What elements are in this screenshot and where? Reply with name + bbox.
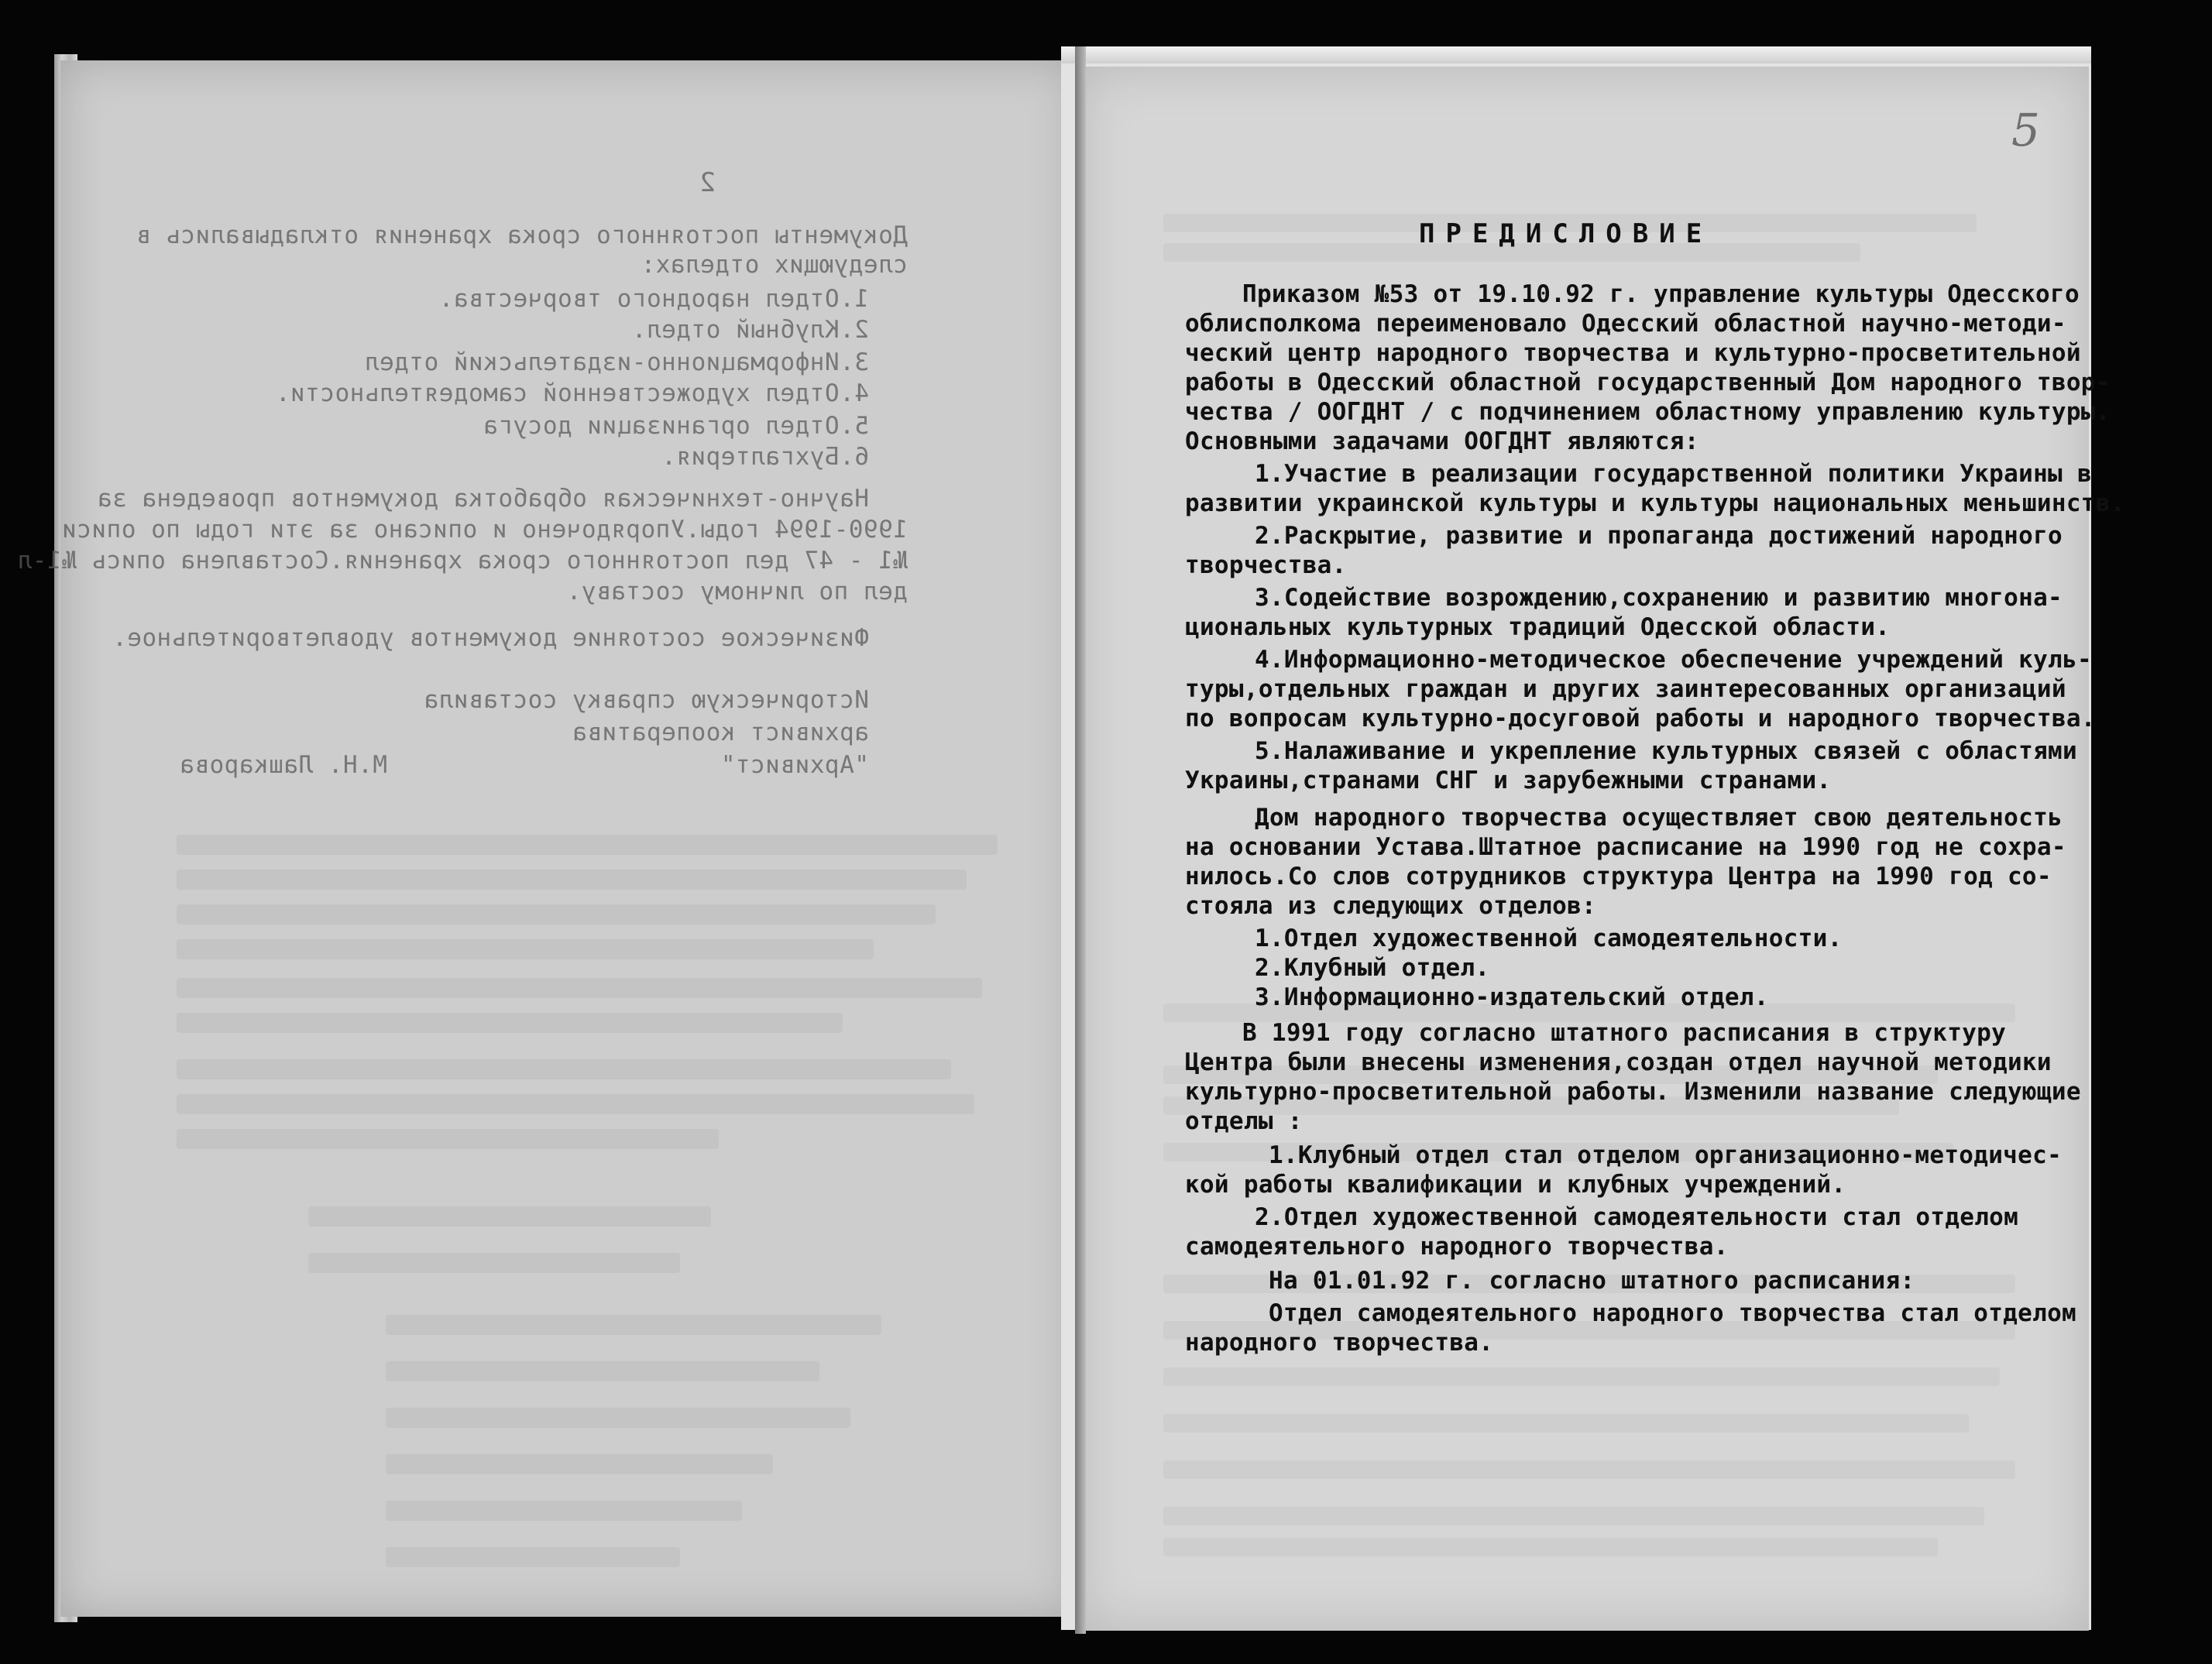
document-body xyxy=(1078,67,2125,1631)
left-line: Документы постоянного срока хранения откладывались в xyxy=(136,221,908,249)
left-page xyxy=(17,60,1075,1617)
paragraph-line: облисполкома переименовало Одесский областной научно-методи- xyxy=(1185,310,2066,338)
list-item-continuation: по вопросам культурно-досуговой работы и народного творчества. xyxy=(1185,705,2096,733)
left-line: 1990-1994 годы.Упорядочено и описано за эти годы по описи xyxy=(61,516,908,544)
left-line: 4.Отдел художественной самодеятельности. xyxy=(275,379,869,407)
list-item-continuation: туры,отдельных граждан и других заинтересованных организаций xyxy=(1185,675,2066,703)
paragraph-line: на основании Устава.Штатное расписание на 1990 год не сохра- xyxy=(1185,833,2066,861)
paragraph-line: Основными задачами ООГДНТ являются: xyxy=(1185,427,1699,455)
list-item: 2.Клубный отдел. xyxy=(1255,954,1490,982)
list-item: 1.Клубный отдел стал отделом организационно-методичес- xyxy=(1269,1141,2063,1169)
list-item: 2.Раскрытие, развитие и пропаганда достижений народного xyxy=(1255,522,2063,550)
left-line: 1.Отдел народного творчества. xyxy=(438,285,869,313)
left-line: Физическое состояние документов удовлетворительное. xyxy=(112,624,869,652)
paragraph-line: В 1991 году согласно штатного расписания в структуру xyxy=(1242,1019,2007,1047)
list-item: 1.Отдел художественной самодеятельности. xyxy=(1255,925,1843,952)
paragraph-line: ческий центр народного творчества и культурно-просветительной xyxy=(1185,339,2081,367)
left-line: Историческую справку составила xyxy=(424,686,869,714)
left-line: следующих отделах: xyxy=(641,251,908,279)
list-item-continuation: развитии украинской культуры и культуры национальных меньшинств. xyxy=(1185,489,2125,517)
left-line: 5.Отдел организации досуга xyxy=(483,412,869,440)
list-item: 4.Информационно-методическое обеспечение учреждений куль- xyxy=(1255,646,2092,674)
left-line: архивист кооператива xyxy=(572,719,869,746)
paragraph-line: На 01.01.92 г. согласно штатного расписания: xyxy=(1269,1267,1915,1295)
left-line: 3.Информационно-издательский отдел xyxy=(364,348,869,376)
list-item: 3.Содействие возрождению,сохранению и развитию многона- xyxy=(1255,584,2063,612)
paragraph-line: чества / ООГДНТ / с подчинением областному управлению культуры. xyxy=(1185,398,2111,426)
left-line: №1 - 47 дел постоянного срока хранения.Составлена опись №1-л xyxy=(17,547,908,575)
paragraph-line: Отдел самодеятельного народного творчества стал отделом xyxy=(1269,1299,2076,1327)
list-item: 2.Отдел художественной самодеятельности стал отделом xyxy=(1255,1203,2019,1231)
list-item: 5.Налаживание и укрепление культурных связей с областями xyxy=(1255,737,2077,765)
list-item-continuation: Украины,странами СНГ и зарубежными странами. xyxy=(1185,767,1832,794)
list-item-continuation: кой работы квалификации и клубных учреждений. xyxy=(1185,1171,1846,1199)
left-line: 6.Бухгалтерия. xyxy=(661,443,869,471)
document-title: ПРЕДИСЛОВИЕ xyxy=(1419,218,1713,249)
left-line: 2.Клубный отдел. xyxy=(631,316,869,344)
list-item-continuation: творчества. xyxy=(1185,551,1347,579)
paragraph-line: культурно-просветительной работы. Изменили название следующие xyxy=(1185,1078,2081,1106)
list-item: 3.Информационно-издательский отдел. xyxy=(1255,983,1769,1011)
left-line: "Архивист" xyxy=(720,751,869,779)
mirrored-bleed-through-text xyxy=(17,60,1075,1617)
left-line-signature-name: М.Н. Лашкарова xyxy=(179,751,387,779)
handwritten-page-number: 5 xyxy=(2011,104,2040,156)
paragraph-line: отделы : xyxy=(1185,1107,1303,1135)
left-line: Научно-техническая обработка документов проведена за xyxy=(97,485,869,513)
paragraph-line: нилось.Со слов сотрудников структура Центра на 1990 год со- xyxy=(1185,863,2052,890)
paragraph-line: Приказом №53 от 19.10.92 г. управление культуры Одесского xyxy=(1242,280,2080,308)
paragraph-line: стояла из следующих отделов: xyxy=(1185,892,1596,920)
paragraph-line: работы в Одесский областной государственный Дом народного твор- xyxy=(1185,369,2111,396)
paragraph-line: Центра были внесены изменения,создан отдел научной методики xyxy=(1185,1048,2052,1076)
left-page-number: 2 xyxy=(699,167,716,198)
list-item-continuation: циональных культурных традиций Одесской области. xyxy=(1185,613,1891,641)
paragraph-line: народного творчества. xyxy=(1185,1329,1494,1357)
left-line: дел по личному составу. xyxy=(566,578,908,606)
list-item: 1.Участие в реализации государственной политики Украины в xyxy=(1255,460,2092,488)
page-top-edge xyxy=(1061,46,2091,63)
list-item-continuation: самодеятельного народного творчества. xyxy=(1185,1233,1729,1261)
paragraph-line: Дом народного творчества осуществляет свою деятельность xyxy=(1255,804,2063,832)
